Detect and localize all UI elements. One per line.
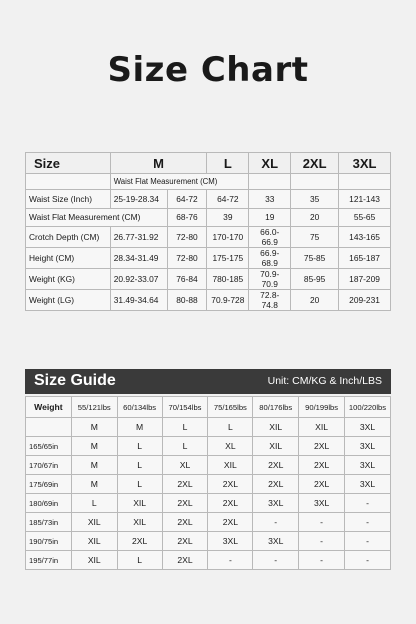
size-guide-table	[25, 396, 391, 570]
size-guide-row	[26, 494, 391, 513]
size-guide-row	[26, 418, 391, 437]
height-label: 195/77in	[26, 551, 72, 570]
table-cell: 175-175	[207, 248, 249, 269]
size-header-m: M	[110, 153, 207, 174]
row-label: Weight (KG)	[26, 269, 111, 290]
table-cell: -	[253, 513, 299, 532]
table-cell: 2XL	[253, 475, 299, 494]
table-cell: -	[345, 551, 391, 570]
size-guide-row	[26, 437, 391, 456]
table-cell: L	[208, 418, 253, 437]
table-cell: 64-72	[167, 190, 207, 209]
size-header-l: L	[207, 153, 249, 174]
table-cell: L	[71, 494, 117, 513]
table-cell: L	[117, 456, 162, 475]
table-cell: L	[162, 418, 208, 437]
table-cell: 165-187	[339, 248, 391, 269]
table-cell: 2XL	[299, 475, 345, 494]
size-guide-unit: Unit: CM/KG & Inch/LBS	[267, 375, 382, 387]
table-cell: -	[253, 551, 299, 570]
size-chart-subheader-row	[26, 174, 391, 190]
size-guide-row	[26, 513, 391, 532]
table-cell: 2XL	[208, 494, 253, 513]
size-guide-row	[26, 532, 391, 551]
table-cell: XL	[208, 437, 253, 456]
size-chart-row	[26, 290, 391, 311]
table-cell: 2XL	[162, 513, 208, 532]
height-label	[26, 418, 72, 437]
table-cell: 39	[207, 208, 249, 227]
size-guide-header	[25, 369, 391, 394]
table-cell: M	[71, 437, 117, 456]
height-label: 165/65in	[26, 437, 72, 456]
table-cell: XL	[162, 456, 208, 475]
table-cell: M	[71, 475, 117, 494]
table-cell: 3XL	[208, 532, 253, 551]
table-cell: 20	[291, 208, 339, 227]
table-cell: XIL	[71, 513, 117, 532]
size-chart-table	[25, 152, 391, 311]
table-cell: XIL	[253, 437, 299, 456]
table-cell: 19	[249, 208, 291, 227]
table-cell: 2XL	[299, 456, 345, 475]
size-chart-header-row	[26, 153, 391, 174]
table-cell: 2XL	[299, 437, 345, 456]
table-cell: 70.9-70.9	[249, 269, 291, 290]
weight-header-cell: 55/121lbs	[71, 397, 117, 418]
row-label: Waist Size (Inch)	[26, 190, 111, 209]
table-cell: 66.0-66.9	[249, 227, 291, 248]
table-cell: XIL	[71, 532, 117, 551]
table-cell: 143-165	[339, 227, 391, 248]
weight-header-cell: 90/199lbs	[299, 397, 345, 418]
weight-header-row	[26, 397, 391, 418]
row-label: Crotch Depth (CM)	[26, 227, 111, 248]
table-cell: 68-76	[167, 208, 207, 227]
table-cell: M	[71, 418, 117, 437]
table-cell: 2XL	[208, 513, 253, 532]
table-cell: 76-84	[167, 269, 207, 290]
table-cell: L	[117, 437, 162, 456]
table-cell: 72-80	[167, 227, 207, 248]
table-cell: -	[345, 532, 391, 551]
height-label: 170/67in	[26, 456, 72, 475]
table-cell: 80-88	[167, 290, 207, 311]
size-guide-row	[26, 475, 391, 494]
table-cell: 780-185	[207, 269, 249, 290]
table-cell: 209-231	[339, 290, 391, 311]
page-title: Size Chart	[107, 50, 309, 90]
table-cell: 72-80	[167, 248, 207, 269]
table-cell: XIL	[117, 513, 162, 532]
table-cell: 35	[291, 190, 339, 209]
table-cell: 2XL	[253, 456, 299, 475]
row-label: Waist Flat Measurement (CM)	[26, 208, 168, 227]
table-cell: 26.77-31.92	[110, 227, 167, 248]
weight-header-cell: 70/154lbs	[162, 397, 208, 418]
weight-header-cell: 60/134lbs	[117, 397, 162, 418]
subheader-blank-cell	[249, 174, 291, 190]
table-cell: M	[117, 418, 162, 437]
table-cell: 25-19-28.34	[110, 190, 167, 209]
table-cell: 2XL	[117, 532, 162, 551]
weight-header-cell: 80/176lbs	[253, 397, 299, 418]
table-cell: 28.34-31.49	[110, 248, 167, 269]
height-label: 175/69in	[26, 475, 72, 494]
table-cell: 64-72	[207, 190, 249, 209]
weight-label: Weight	[26, 397, 72, 418]
table-cell: 187-209	[339, 269, 391, 290]
subheader-blank-cell	[339, 174, 391, 190]
table-cell: XIL	[117, 494, 162, 513]
table-cell: -	[345, 494, 391, 513]
size-guide-title: Size Guide	[34, 372, 116, 389]
size-chart-corner: Size	[26, 153, 111, 174]
table-cell: 3XL	[345, 475, 391, 494]
table-cell: -	[208, 551, 253, 570]
table-cell: 70.9-728	[207, 290, 249, 311]
size-chart-body	[26, 190, 391, 311]
subheader-blank-cell	[26, 174, 111, 190]
table-cell: 3XL	[345, 418, 391, 437]
weight-header-cell: 100/220lbs	[345, 397, 391, 418]
table-cell: 31.49-34.64	[110, 290, 167, 311]
row-label: Height (CM)	[26, 248, 111, 269]
table-cell: 3XL	[299, 494, 345, 513]
row-label: Weight (LG)	[26, 290, 111, 311]
table-cell: 33	[249, 190, 291, 209]
table-cell: 2XL	[162, 532, 208, 551]
table-cell: 3XL	[253, 494, 299, 513]
height-label: 180/69in	[26, 494, 72, 513]
table-cell: 2XL	[162, 551, 208, 570]
size-chart-subheader: Waist Flat Measurement (CM)	[110, 174, 249, 190]
size-chart-row	[26, 269, 391, 290]
size-guide-row	[26, 456, 391, 475]
table-cell: 75-85	[291, 248, 339, 269]
table-cell: 2XL	[162, 475, 208, 494]
table-cell: 20.92-33.07	[110, 269, 167, 290]
size-guide-row	[26, 551, 391, 570]
table-cell: XIL	[208, 456, 253, 475]
table-cell: XIL	[253, 418, 299, 437]
table-cell: 3XL	[253, 532, 299, 551]
table-cell: L	[117, 475, 162, 494]
table-cell: 72.8-74.8	[249, 290, 291, 311]
height-label: 185/73in	[26, 513, 72, 532]
table-cell: -	[299, 513, 345, 532]
table-cell: M	[71, 456, 117, 475]
table-cell: 170-170	[207, 227, 249, 248]
size-chart-row	[26, 190, 391, 209]
table-cell: 2XL	[208, 475, 253, 494]
size-chart-row	[26, 208, 391, 227]
table-cell: XIL	[71, 551, 117, 570]
table-cell: 2XL	[162, 494, 208, 513]
size-chart-row	[26, 248, 391, 269]
table-cell: 55-65	[339, 208, 391, 227]
table-cell: L	[117, 551, 162, 570]
table-cell: XIL	[299, 418, 345, 437]
table-cell: -	[345, 513, 391, 532]
table-cell: -	[299, 551, 345, 570]
size-header-2xl: 2XL	[291, 153, 339, 174]
table-cell: 3XL	[345, 437, 391, 456]
subheader-blank-cell	[291, 174, 339, 190]
table-cell: 75	[291, 227, 339, 248]
table-cell: 121-143	[339, 190, 391, 209]
table-cell: 3XL	[345, 456, 391, 475]
table-cell: 66.9-68.9	[249, 248, 291, 269]
table-cell: 20	[291, 290, 339, 311]
size-header-xl: XL	[249, 153, 291, 174]
table-cell: -	[299, 532, 345, 551]
size-guide-body	[26, 397, 391, 570]
size-header-3xl: 3XL	[339, 153, 391, 174]
weight-header-cell: 75/165lbs	[208, 397, 253, 418]
table-cell: 85-95	[291, 269, 339, 290]
table-cell: L	[162, 437, 208, 456]
height-label: 190/75in	[26, 532, 72, 551]
size-chart-row	[26, 227, 391, 248]
